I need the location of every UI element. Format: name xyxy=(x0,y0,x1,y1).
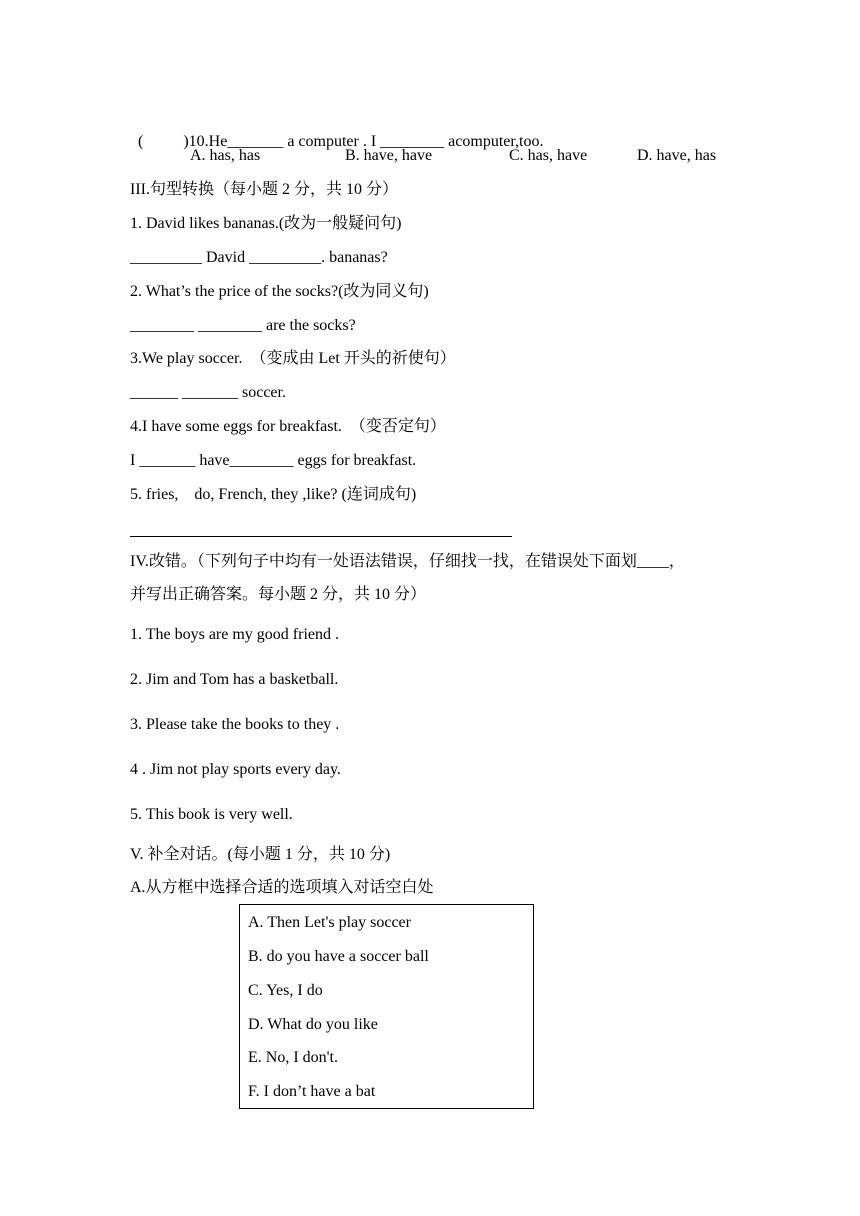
section-4-item: 3. Please take the books to they . xyxy=(130,716,340,733)
section-3-title: III.句型转换（每小题 2 分，共 10 分） xyxy=(130,181,398,198)
section-3-blank-line: ______ _______ soccer. xyxy=(130,384,286,401)
section-5-title: V. 补全对话。(每小题 1 分，共 10 分) xyxy=(130,846,391,863)
section-3-blank-line: I _______ have________ eggs for breakfast. xyxy=(130,452,417,469)
answer-rule xyxy=(130,536,512,537)
section-4-item: 2. Jim and Tom has a basketball. xyxy=(130,671,339,688)
box-option: B. do you have a soccer ball xyxy=(248,948,429,965)
box-option: F. I don’t have a bat xyxy=(248,1083,376,1100)
section-4-title: IV.改错。（下列句子中均有一处语法错误，仔细找一找，在错误处下面划____， xyxy=(130,553,685,570)
section-4-item: 5. This book is very well. xyxy=(130,806,293,823)
box-option: E. No, I don't. xyxy=(248,1049,338,1066)
answer-parentheses: ( ) xyxy=(138,133,189,150)
option-b: B. have, have xyxy=(345,147,433,164)
section-4-item: 4 . Jim not play sports every day. xyxy=(130,761,341,778)
section-3-item: 5. fries, do, French, they ,like? (连词成句) xyxy=(130,486,417,503)
question-10-stem: 10.He_______ a computer . I ________ acomputer,too. xyxy=(188,133,544,150)
box-option: C. Yes, I do xyxy=(248,982,323,999)
section-4-item: 1. The boys are my good friend . xyxy=(130,626,339,643)
section-3-item: 3.We play soccer. （变成由 Let 开头的祈使句） xyxy=(130,350,456,367)
section-3-blank-line: _________ David _________. bananas? xyxy=(130,249,388,266)
section-3-blank-line: ________ ________ are the socks? xyxy=(130,317,356,334)
box-option: A. Then Let's play soccer xyxy=(248,914,411,931)
option-d: D. have, has xyxy=(637,147,717,164)
section-3-item: 4.I have some eggs for breakfast. （变否定句） xyxy=(130,418,446,435)
options-box xyxy=(239,904,534,1109)
box-option: D. What do you like xyxy=(248,1016,378,1033)
section-3-item: 1. David likes bananas.(改为一般疑问句) xyxy=(130,215,402,232)
section-3-item: 2. What’s the price of the socks?(改为同义句) xyxy=(130,283,429,300)
section-5-subtitle: A.从方框中选择合适的选项填入对话空白处 xyxy=(130,879,434,896)
option-c: C. has, have xyxy=(509,147,588,164)
section-4-title-cont: 并写出正确答案。每小题 2 分，共 10 分） xyxy=(130,586,427,603)
option-a: A. has, has xyxy=(190,147,261,164)
